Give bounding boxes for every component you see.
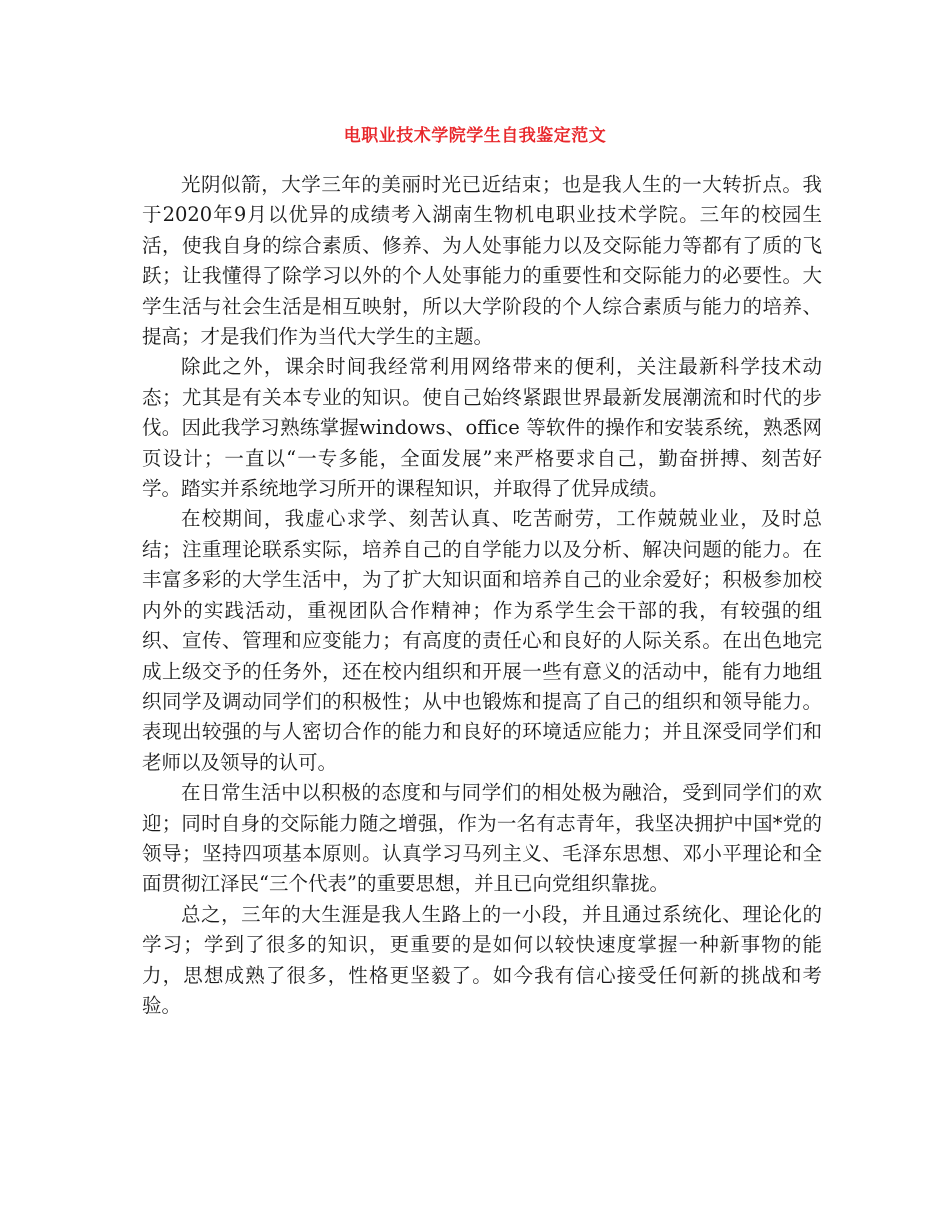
- paragraph-5: 总之，三年的大生涯是我人生路上的一小段，并且通过系统化、理论化的学习；学到了很多的知识，更重要的是如何以较快速度掌握一种新事物的能力，思想成熟了很多，性格更坚毅了。如今我有信心接受任何新的挑战和考验。: [142, 902, 822, 1017]
- paragraph-4: 在日常生活中以积极的态度和与同学们的相处极为融洽，受到同学们的欢迎；同时自身的交际能力随之增强，作为一名有志青年，我坚决拥护中国*党的领导；坚持四项基本原则。认真学习马列主义、毛泽东思想、邓小平理论和全面贯彻江泽民“三个代表”的重要思想，并且已向党组织靠拢。: [142, 781, 822, 896]
- document-body: [142, 170, 822, 1021]
- paragraph-2: 除此之外，课余时间我经常利用网络带来的便利，关注最新科学技术动态；尤其是有关本专业的知识。使自己始终紧跟世界最新发展潮流和时代的步伐。因此我学习熟练掌握windows、office 等软件的操作和安装系统，熟悉网页设计；一直以“一专多能，全面发展”来严格要求自己，勤奋拼搏、刻苦好学。踏实并系统地学习所开的课程知识，并取得了优异成绩。: [142, 355, 822, 501]
- paragraph-1: 光阴似箭，大学三年的美丽时光已近结束；也是我人生的一大转折点。我于2020年9月以优异的成绩考入湖南生物机电职业技术学院。三年的校园生活，使我自身的综合素质、修养、为人处事能力以及交际能力等都有了质的飞跃；让我懂得了除学习以外的个人处事能力的重要性和交际能力的必要性。大学生活与社会生活是相互映射，所以大学阶段的个人综合素质与能力的培养、提高；才是我们作为当代大学生的主题。: [142, 173, 822, 349]
- document-title: 电职业技术学院学生自我鉴定范文: [343, 126, 607, 146]
- paragraph-3: 在校期间，我虚心求学、刻苦认真、吃苦耐劳，工作兢兢业业，及时总结；注重理论联系实际，培养自己的自学能力以及分析、解决问题的能力。在丰富多彩的大学生活中，为了扩大知识面和培养自己的业余爱好；积极参加校内外的实践活动，重视团队合作精神；作为系学生会干部的我，有较强的组织、宣传、管理和应变能力；有高度的责任心和良好的人际关系。在出色地完成上级交予的任务外，还在校内组织和开展一些有意义的活动中，能有力地组织同学及调动同学们的积极性；从中也锻炼和提高了自己的组织和领导能力。表现出较强的与人密切合作的能力和良好的环境适应能力；并且深受同学们和老师以及领导的认可。: [142, 507, 822, 774]
